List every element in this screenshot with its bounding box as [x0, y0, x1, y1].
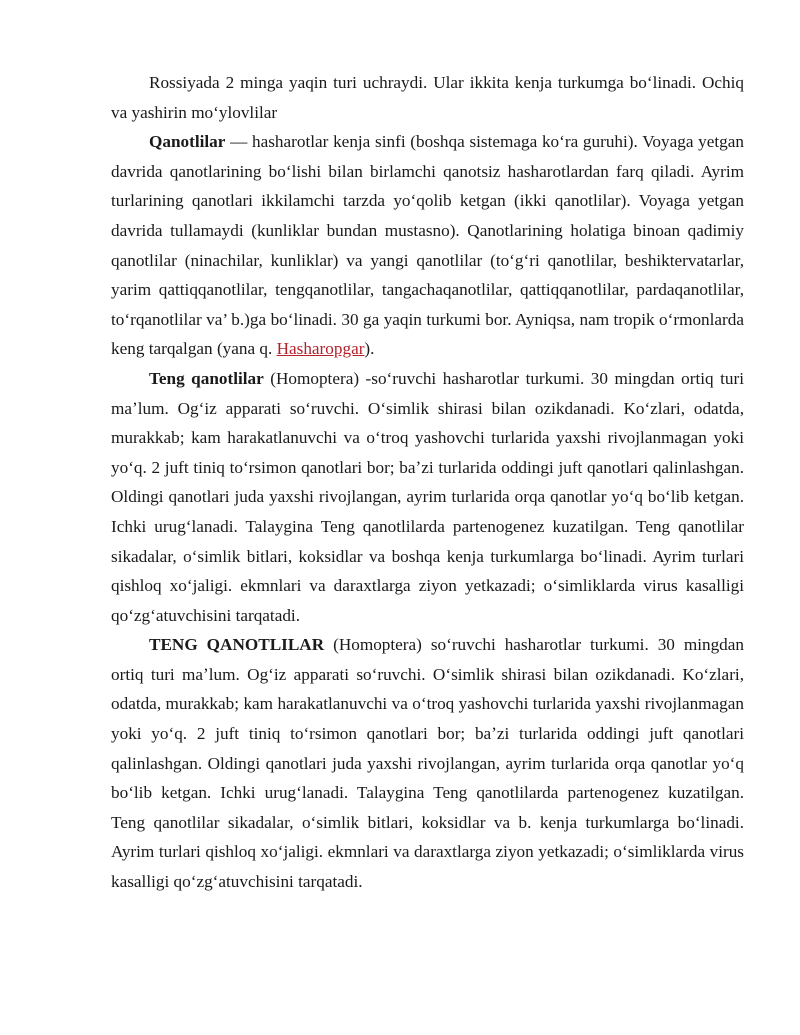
term-teng-qanotlilar-caps: TENG QANOTLILAR — [149, 635, 325, 655]
paragraph-teng-qanotlilar — [111, 364, 744, 630]
paragraph-text: Rossiyada 2 minga yaqin turi uchraydi. Ular ikkita kenja turkumga boʻlinadi. Ochiq va yashirin moʻylovlilar — [111, 73, 744, 122]
paragraph-teng-qanotlilar-caps — [111, 630, 744, 896]
term-qanotlilar: Qanotlilar — [149, 132, 226, 152]
paragraph-text: (Homoptera) -soʻruvchi hasharotlar turkumi. 30 mingdan ortiq turi maʼlum. Ogʻiz apparati soʻruvchi. Oʻsimlik shirasi bilan ozikdanadi. Koʻzlari, odatda, murakkab; kam harakatlanuvchi va oʻtroq yashovchi turlarida yaxshi rivojlanmagan yoki yoʻq. 2 juft tiniq toʻrsimon qanotlari bor; baʼzi turlarida oddingi juft qanotlari qalinlashgan. Oldingi qanotlari juda yaxshi rivojlangan, ayrim turlarida orqa qanotlar yoʻq boʻlib ketgan. Ichki urugʻlanadi. Talaygina Teng qanotlilarda partenogenez kuzatilgan. Teng qanotlilar sikadalar, oʻsimlik bitlari, koksidlar va boshqa kenja turkumlarga boʻlinadi. Ayrim turlari qishloq xoʻjaligi. ekmnlari va daraxtlarga ziyon yetkazadi; oʻsimliklarda virus kasalligi qoʻzgʻatuvchisini tarqatadi. — [111, 368, 744, 625]
paragraph-text-end: ). — [364, 339, 375, 359]
document-body — [111, 68, 744, 897]
paragraph-text: — hasharotlar kenja sinfi (boshqa sistemaga koʻra guruhi). Voyaga yetgan davrida qanotlarining boʻlishi bilan birlamchi qanotsiz hasharotlardan farq qiladi. Ayrim turlarining qanotlari ikkilamchi tarzda yoʻqolib ketgan (ikki qanotlilar). Voyaga yetgan davrida tullamaydi (kunliklar bundan mustasno). Qanotlarining holatiga binoan qadimiy qanotlilar (ninachilar, kunliklar) va yangi qanotlilar (toʻgʻri qanotlilar, beshiktervatarlar, yarim qattiqqanotlilar, tengqanotlilar, tangachaqanotlilar, qattiqqanotlilar, pardaqanotlilar, toʻrqanotlilar va’ b.)ga boʻlinadi. 30 ga yaqin turkumi bor. Ayniqsa, nam tropik oʻrmonlarda keng tarqalgan (yana q. — [111, 132, 744, 359]
hasharopgar-link[interactable]: Hasharopgar — [276, 339, 365, 359]
paragraph-rossiyada — [111, 68, 744, 127]
paragraph-text: (Homoptera) soʻruvchi hasharotlar turkumi. 30 mingdan ortiq turi maʼlum. Ogʻiz apparati soʻruvchi. Oʻsimlik shirasi bilan ozikdanadi. Koʻzlari, odatda, murakkab; kam harakatlanuvchi va oʻtroq yashovchi turlarida yaxshi rivojlanmagan yoki yoʻq. 2 juft tiniq toʻrsimon qanotlari bor; baʼzi turlarida oddingi juft qanotlari qalinlashgan. Oldingi qanotlari juda yaxshi rivojlangan, ayrim turlarida orqa qanotlar yoʻq boʻlib ketgan. Ichki urugʻlanadi. Talaygina Teng qanotlilarda partenogenez kuzatilgan. Teng qanotlilar sikadalar, oʻsimlik bitlari, koksidlar va b. kenja turkumlarga boʻlinadi. Ayrim turlari qishloq xoʻjaligi. ekmnlari va daraxtlarga ziyon yetkazadi; oʻsimliklarda virus kasalligi qoʻzgʻatuvchisini tarqatadi. — [111, 635, 744, 892]
paragraph-qanotlilar — [111, 127, 744, 364]
term-teng-qanotlilar: Teng qanotlilar — [149, 368, 264, 388]
